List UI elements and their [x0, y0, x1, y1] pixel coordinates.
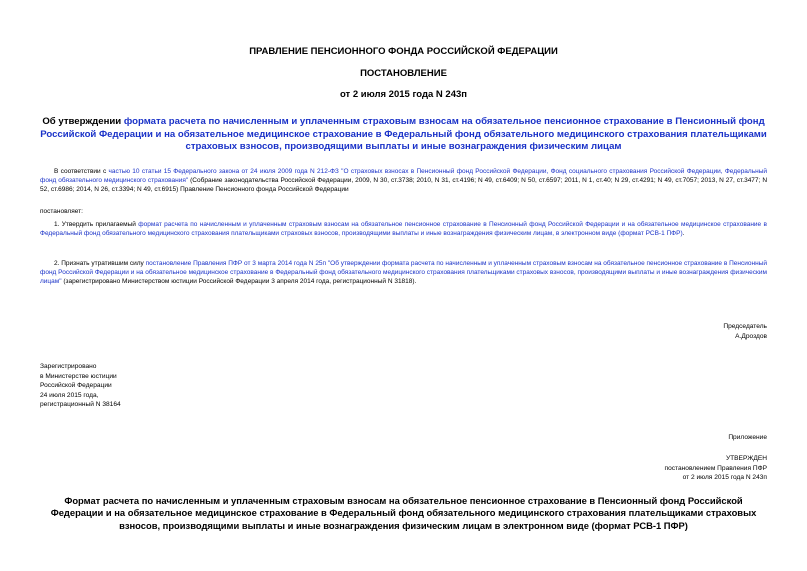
document-type-heading: ПОСТАНОВЛЕНИЕ — [360, 68, 447, 79]
appendix-label: Приложение — [728, 434, 767, 441]
item-1-paragraph — [40, 220, 767, 238]
format-title: Формат расчета по начисленным и уплаченным страховым взносам на обязательное пенсионное страхование в Пенсионный фонд Российской Федерации и на обязательное медицинское страхование в Федеральный фонд обязательного медицинского страхования плательщиками страховых взносов, производящими выплаты и иные вознаграждения физическим лицам в электронном виде (формат РСВ-1 ПФР) — [50, 495, 757, 531]
document-title — [40, 116, 767, 154]
approval-date: от 2 июля 2015 года N 243п — [682, 474, 767, 481]
registration-line: Зарегистрировано — [40, 363, 97, 370]
title-link[interactable]: формата расчета по начисленным и уплаченным страховым взносам на обязательное пенсионное страхование в Пенсионный фонд Российской Федерации и на обязательное медицинское страхование в Федеральный фонд обязательного медицинского страхования плательщиками страховых взносов, производящими выплаты и иные вознаграждения физическим лицам — [40, 116, 767, 152]
registration-line: Российской Федерации — [40, 382, 112, 390]
format-link[interactable]: формат расчета по начисленным и уплаченным страховым взносам на обязательное пенсионное страхование в Пенсионный фонд Российской Федерации и на обязательное медицинское страхование в Федеральный фонд обязательного медицинского страхования плательщиками страховых взносов, производящими выплаты и иные вознаграждения физическим лицам, в электронном виде (формат РСВ-1 ПФР) — [40, 221, 767, 238]
signature-block — [723, 322, 767, 341]
approval-by: постановлением Правления ПФР — [664, 464, 767, 472]
resolves-text: постановляет: — [40, 208, 83, 215]
signatory-name: А.Дроздов — [735, 332, 767, 340]
document-date-number: от 2 июля 2015 года N 243п — [339, 89, 468, 100]
approval-title: УТВЕРЖДЕН — [725, 455, 767, 462]
signatory-position: Председатель — [723, 323, 767, 330]
agency-heading: ПРАВЛЕНИЕ ПЕНСИОННОГО ФОНДА РОССИЙСКОЙ ФЕДЕРАЦИИ — [249, 46, 558, 57]
registration-line: регистрационный N 38164 — [40, 401, 121, 409]
law-reference-link[interactable]: частью 10 статьи 15 Федерального закона от 24 июля 2009 года N 212-ФЗ "О страховых взносах в Пенсионный фонд Российской Федерации, Фонд социального страхования Российской Федерации, Федеральный фонд обязательного медицинского страхования" — [40, 168, 767, 185]
title-prefix: Об утверждении — [42, 116, 124, 127]
item-2-paragraph — [40, 259, 767, 287]
approval-block — [665, 454, 768, 483]
item-1-text-1: 1. Утвердить прилагаемый — [54, 221, 139, 228]
preamble-text-1: В соответствии с — [54, 168, 109, 175]
item-1-text-2: . — [682, 230, 685, 238]
item-2-text-1: 2. Признать утратившим силу — [54, 260, 146, 267]
preamble-text-2: (Собрание законодательства Российской Федерации, 2009, N 30, ст.3738; 2010, N 31, ст.4196; N 49, ст.6409; N 50, ст.6597; 2011, N 1, ст.40; N 29, ст.4291; N 49, ст.7057; 2013, N 27, ст.3477; N 52, ст.6986; 2014, N 26, ст.3394; N 49, ст.6915) Правление Пенсионного фонда Российской Федерации — [40, 177, 768, 194]
registration-block — [40, 362, 121, 410]
item-2-text-2: (зарегистрировано Министерством юстиции Российской Федерации 3 апреля 2014 года, регистрационный N 31818). — [61, 278, 417, 286]
preamble-paragraph — [40, 167, 767, 195]
registration-line: 24 июля 2015 года, — [40, 391, 99, 399]
repealed-resolution-link[interactable]: постановление Правления ПФР от 3 марта 2014 года N 25п "Об утверждении формата расчета по начисленным и уплаченным страховым взносам на обязательное пенсионное страхование в Пенсионный фонд Российской Федерации и на обязательное медицинское страхование в Федеральный фонд обязательного медицинского страхования плательщиками страховых взносов, производящими выплаты и иные вознаграждения физическим лицам" — [40, 260, 767, 286]
registration-line: в Министерстве юстиции — [40, 372, 117, 380]
